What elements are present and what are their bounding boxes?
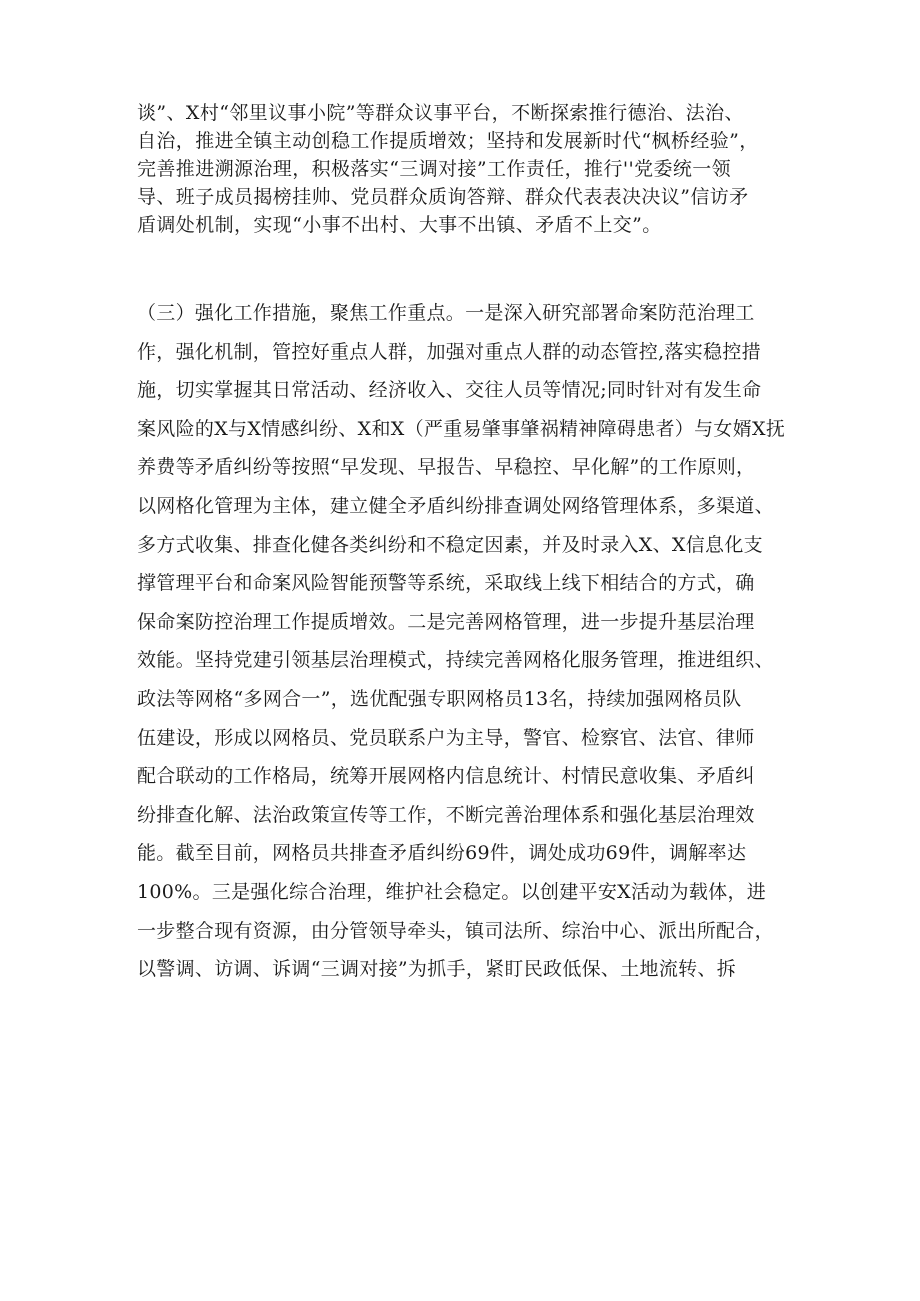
text-line: 效能。坚持党建引领基层治理模式，持续完善网格化服务管理，推进组织、	[137, 649, 774, 672]
text-line: 政法等网格“多网合一”，选优配强专职网格员13名，持续加强网格员队	[137, 687, 742, 710]
text-line: 养费等矛盾纠纷等按照“早发现、早报告、早稳控、早化解”的工作原则，	[137, 456, 756, 479]
text-line: （三）强化工作措施，聚焦工作重点。一是深入研究部署命案防范治理工	[137, 302, 755, 324]
text-line: 100%。三是强化综合治理，维护社会稳定。以创建平安X活动为载体，进	[137, 880, 767, 903]
paragraph-main	[137, 294, 797, 989]
text-line: 伍建设，形成以网格员、党员联系户为主导，警官、检察官、法官、律师	[137, 726, 755, 749]
text-line: 以警调、访调、诉调“三调对接”为抓手，紧盯民政低保、土地流转、拆	[137, 958, 737, 981]
text-line: 完善推进溯源治理，积极落实“三调对接”工作责任，推行''党委统一领	[137, 158, 732, 180]
text-line: 能。截至目前，网格员共排查矛盾纠纷69件，调处成功69件，调解率达	[137, 842, 747, 865]
text-line: 多方式收集、排查化健各类纠纷和不稳定因素，并及时录入X、X信息化支	[137, 533, 763, 556]
text-line: 保命案防控治理工作提质增效。二是完善网格管理，进一步提升基层治理	[137, 610, 755, 633]
text-line: 导、班子成员揭榜挂帅、党员群众质询答辩、群众代表表决决议”信访矛	[137, 186, 749, 208]
text-line: 纷排查化解、法治政策宣传等工作，不断完善治理体系和强化基层治理效	[137, 803, 755, 826]
text-line: 一步整合现有资源，由分管领导牵头，镇司法所、综治中心、派出所配合，	[137, 919, 774, 942]
text-line: 施，切实掌握其日常活动、经济收入、交往人员等情况;同时针对有发生命	[137, 379, 762, 402]
text-line: 作，强化机制，管控好重点人群，加强对重点人群的动态管控,落实稳控措	[137, 340, 761, 363]
text-line: 自治，推进全镇主动创稳工作提质增效；坚持和发展新时代“枫桥经验”，	[137, 130, 759, 152]
text-line: 案风险的X与X情感纠纷、X和X（严重易肇事肇祸精神障碍患者）与女婿X抚	[137, 417, 786, 440]
text-line: 谈”、X村“邻里议事小院”等群众议事平台，不断探索推行德治、法治、	[137, 102, 744, 124]
text-line: 配合联动的工作格局，统筹开展网格内信息统计、村情民意收集、矛盾纠	[137, 765, 755, 788]
text-line: 盾调处机制，实现“小事不出村、大事不出镇、矛盾不上交”。	[137, 214, 662, 236]
text-line: 以网格化管理为主体，建立健全矛盾纠纷排查调处网络管理体系，多渠道、	[137, 494, 774, 517]
text-line: 撑管理平台和命案风险智能预警等系统，采取线上线下相结合的方式，确	[137, 572, 755, 595]
paragraph-top	[137, 99, 787, 239]
